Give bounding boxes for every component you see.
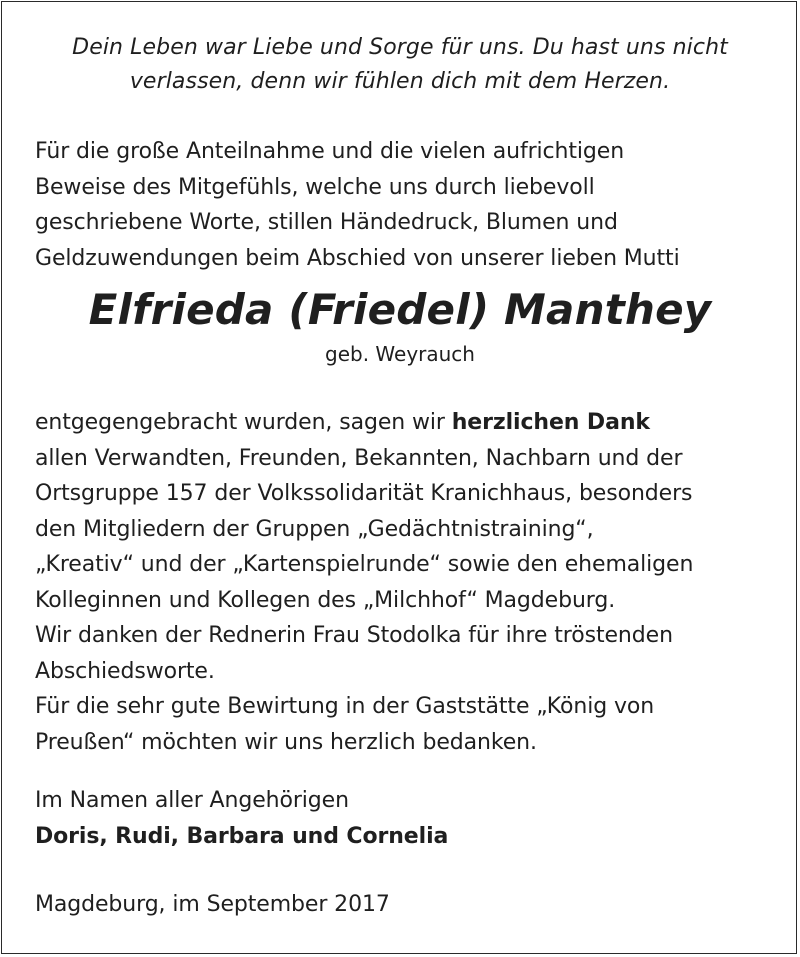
motto-line: Dein Leben war Liebe und Sorge für uns. Du hast uns nicht (72, 35, 728, 60)
motto-verse (30, 31, 770, 99)
intro-paragraph (35, 134, 785, 276)
thanks-line: Ortsgruppe 157 der Volkssolidarität Kranichhaus, besonders (35, 481, 693, 506)
thanks-line: Kolleginnen und Kollegen des „Milchhof“ Magdeburg. (35, 587, 616, 613)
intro-line: Geldzuwendungen beim Abschied von unserer lieben Mutti (35, 245, 680, 271)
motto-line: verlassen, denn wir fühlen dich mit dem Herzen. (129, 69, 671, 94)
thanks-line: Für die sehr gute Bewirtung in der Gaststätte „König von (35, 694, 655, 719)
thanks-first-line (35, 405, 785, 441)
signatory-names: Doris, Rudi, Barbara und Cornelia (35, 823, 449, 849)
thanks-paragraph (35, 405, 785, 760)
intro-line: Für die große Anteilnahme und die vielen aufrichtigen (35, 139, 625, 164)
thanks-line: „Kreativ“ und der „Kartenspielrunde“ sowie den ehemaligen (35, 552, 694, 577)
intro-line: Beweise des Mitgefühls, welche uns durch liebevoll (35, 174, 595, 200)
thanks-line: den Mitgliedern der Gruppen „Gedächtnistraining“, (35, 516, 594, 542)
birth-name: geb. Weyrauch (325, 342, 475, 366)
intro-line: geschriebene Worte, stillen Händedruck, Blumen und (35, 210, 618, 235)
place-date-line: Magdeburg, im September 2017 (35, 892, 390, 917)
thanks-line: Abschiedsworte. (35, 658, 215, 684)
thanks-line: Wir danken der Rednerin Frau Stodolka für ihre tröstenden (35, 623, 673, 648)
thanks-first-line-text: entgegengebracht wurden, sagen wir (35, 410, 452, 435)
thanks-emphasis: herzlichen Dank (451, 410, 650, 435)
thanks-line: allen Verwandten, Freunden, Bekannten, Nachbarn und der (35, 445, 683, 471)
signature-block (35, 783, 785, 854)
deceased-name: Elfrieda (Friedel) Manthey (88, 285, 712, 334)
thanks-line: Preußen“ möchten wir uns herzlich bedanken. (35, 729, 537, 755)
on-behalf-line: Im Namen aller Angehörigen (35, 788, 349, 813)
place-date (35, 887, 785, 923)
